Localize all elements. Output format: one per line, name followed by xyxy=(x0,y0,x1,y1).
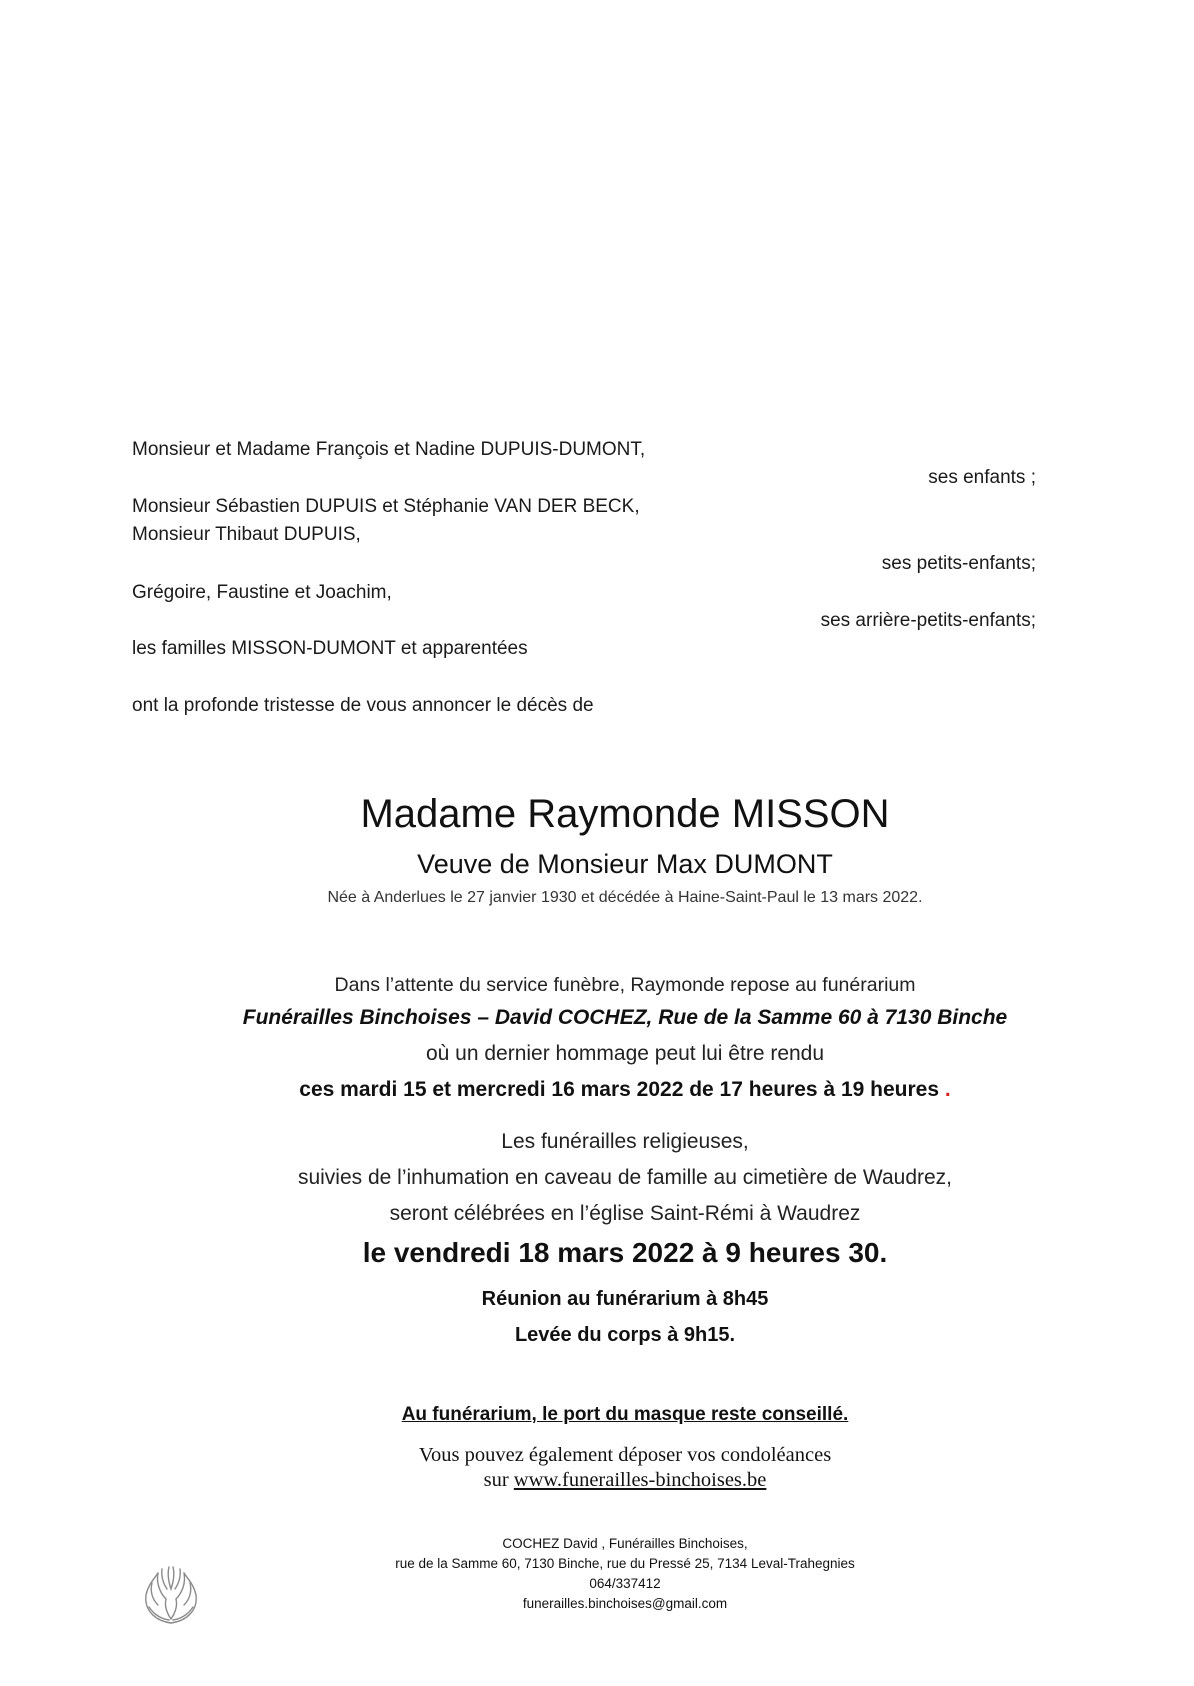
children-role: ses enfants ; xyxy=(928,467,1036,488)
deceased-name: Madame Raymonde MISSON xyxy=(360,792,890,836)
condolences-line-2 xyxy=(0,1469,1194,1492)
footer-phone: 064/337412 xyxy=(589,1576,661,1591)
meeting-time: Réunion au funérarium à 8h45 xyxy=(481,1288,769,1310)
children-line: Monsieur et Madame François et Nadine DUPUIS-DUMONT, xyxy=(132,439,646,460)
birth-death-line: Née à Anderlues le 27 janvier 1930 et décédée à Haine-Saint-Paul le 13 mars 2022. xyxy=(327,889,923,906)
grandchild-line-1: Monsieur Sébastien DUPUIS et Stéphanie VAN DER BECK, xyxy=(132,496,640,517)
mask-notice: Au funérarium, le port du masque reste conseillé. xyxy=(401,1404,849,1425)
ceremony-line-2: suivies de l’inhumation en caveau de famille au cimetière de Waudrez, xyxy=(297,1166,953,1189)
levee-time: Levée du corps à 9h15. xyxy=(514,1324,736,1346)
great-grandchildren-line: Grégoire, Faustine et Joachim, xyxy=(132,582,392,603)
hommage-line: où un dernier hommage peut lui être rendu xyxy=(425,1042,825,1065)
funeral-home-location: Funérailles Binchoises – David COCHEZ, Rue de la Samme 60 à 7130 Binche xyxy=(242,1006,1008,1029)
widow-of-line: Veuve de Monsieur Max DUMONT xyxy=(417,849,833,879)
grandchild-line-2: Monsieur Thibaut DUPUIS, xyxy=(132,524,361,545)
visitation-dates xyxy=(0,1078,1194,1102)
footer-addresses: rue de la Samme 60, 7130 Binche, rue du Pressé 25, 7134 Leval-Trahegnies xyxy=(395,1556,855,1571)
visitation-dates-dot: . xyxy=(944,1078,951,1101)
footer-email[interactable]: funerailles.binchoises@gmail.com xyxy=(522,1596,728,1611)
visitation-intro: Dans l’attente du service funèbre, Raymonde repose au funérarium xyxy=(334,974,916,996)
grandchildren-role: ses petits-enfants; xyxy=(881,553,1036,574)
ceremony-line-3: seront célébrées en l’église Saint-Rémi à Waudrez xyxy=(389,1202,861,1225)
condolences-line-1: Vous pouvez également déposer vos condoléances xyxy=(418,1444,832,1466)
ceremony-date: le vendredi 18 mars 2022 à 9 heures 30. xyxy=(362,1237,888,1268)
ceremony-line-1: Les funérailles religieuses, xyxy=(501,1130,749,1153)
visitation-dates-text: ces mardi 15 et mercredi 16 mars 2022 de 17 heures à 19 heures xyxy=(299,1078,940,1101)
footer-company: COCHEZ David , Funérailles Binchoises, xyxy=(502,1536,748,1551)
condolences-link[interactable]: www.funerailles-binchoises.be xyxy=(513,1469,767,1491)
great-grandchildren-role: ses arrière-petits-enfants; xyxy=(820,610,1036,631)
announcement-line: ont la profonde tristesse de vous annoncer le décès de xyxy=(132,695,594,716)
condolences-prefix: sur xyxy=(483,1469,509,1491)
families-line: les familles MISSON-DUMONT et apparentées xyxy=(132,638,528,659)
